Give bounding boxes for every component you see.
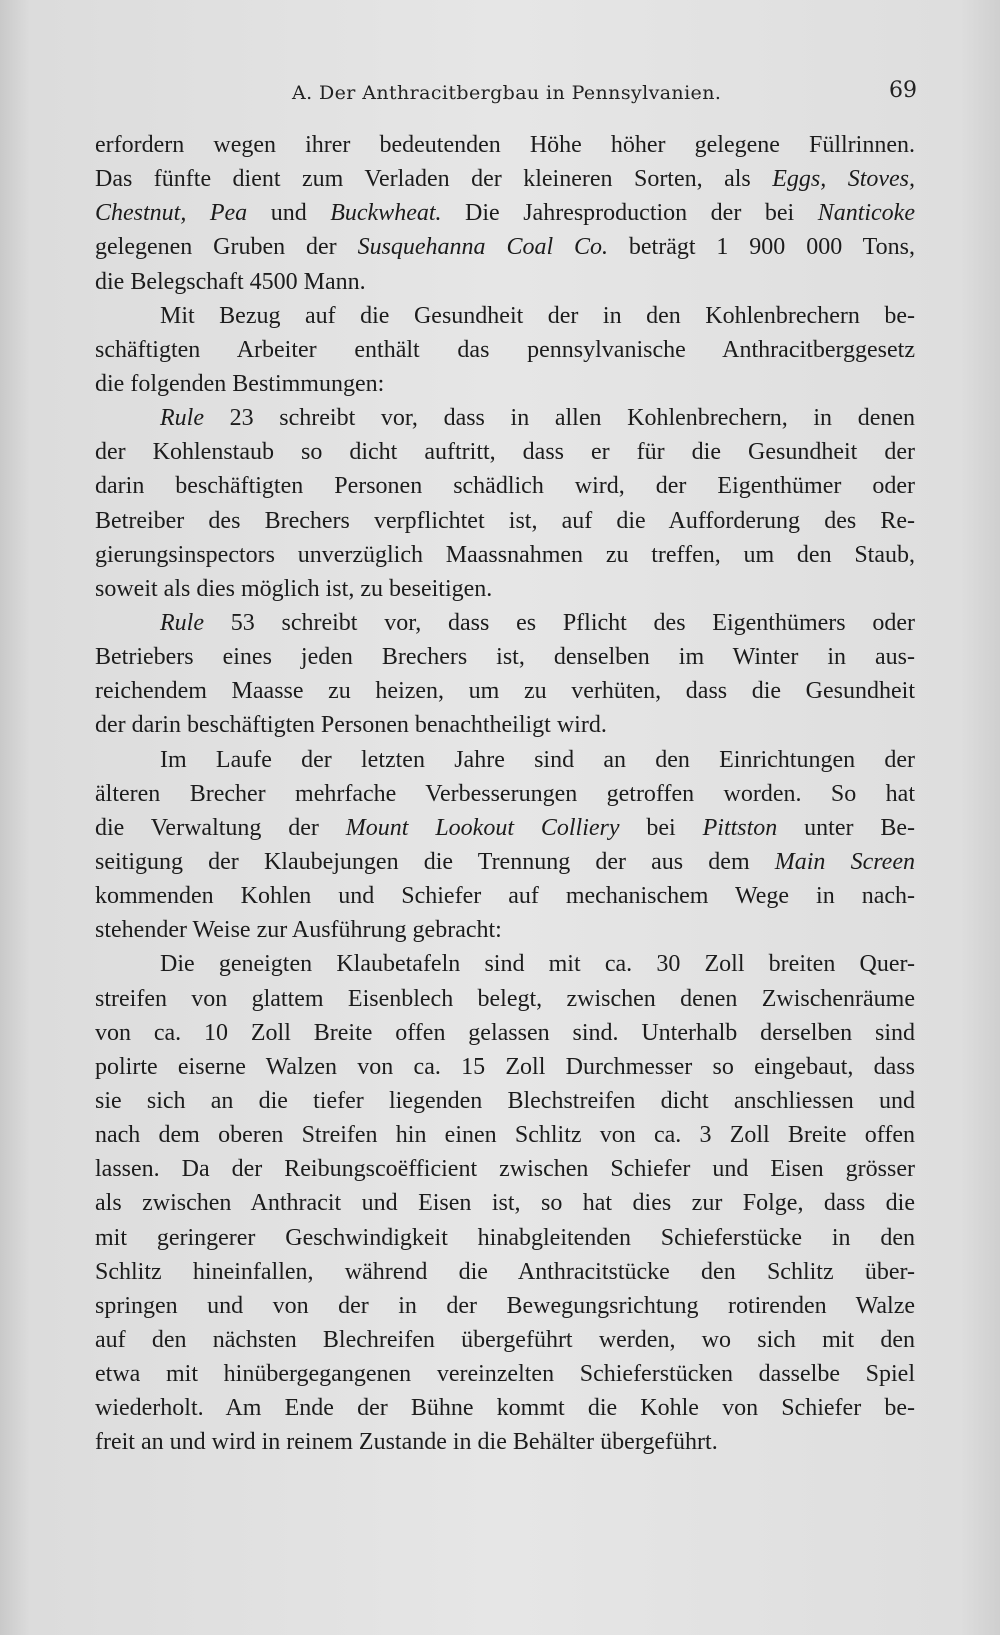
- text-run: bei: [619, 814, 703, 841]
- text-line: [95, 128, 915, 162]
- text-run: 23 schreibt vor, dass in allen Kohlenbrechern, in denen: [203, 405, 915, 432]
- text-run: reichendem Maasse zu heizen, um zu verhüten, dass die Gesundheit: [95, 678, 915, 705]
- text-run: auf den nächsten Blechreifen übergeführt werden, wo sich mit den: [95, 1326, 915, 1353]
- italic-term: Nanticoke: [817, 200, 915, 227]
- text-run: erfordern wegen ihrer bedeutenden Höhe höher gelegene Füllrinnen.: [95, 132, 915, 158]
- text-run: von ca. 10 Zoll Breite offen gelassen sind. Unterhalb derselben sind: [95, 1019, 915, 1046]
- text-line: [95, 845, 915, 879]
- text-line: [95, 1425, 915, 1459]
- running-title: A. Der Anthracitbergbau in Pennsylvanien.: [292, 82, 722, 104]
- text-run: nach dem oberen Streifen hin einen Schlitz von ca. 3 Zoll Breite offen: [95, 1122, 915, 1149]
- text-line: [95, 572, 915, 606]
- text-line: [95, 333, 915, 367]
- text-line: [95, 1084, 915, 1118]
- text-line: [95, 401, 915, 435]
- text-line: [95, 708, 915, 742]
- italic-term: Buckwheat.: [330, 200, 442, 227]
- text-run: Im Laufe der letzten Jahre sind an den Einrichtungen der: [160, 746, 915, 773]
- text-run: springen und von der in der Bewegungsrichtung rotirenden Walze: [95, 1292, 915, 1319]
- text-line: [95, 1016, 915, 1050]
- text-run: lassen. Da der Reibungscoëfficient zwischen Schiefer und Eisen grösser: [95, 1156, 915, 1183]
- text-run: beträgt 1 900 000 Tons,: [608, 234, 915, 261]
- text-run: Betriebers eines jeden Brechers ist, denselben im Winter in aus-: [95, 644, 915, 671]
- text-run: Schlitz hineinfallen, während die Anthracitstücke den Schlitz über-: [95, 1258, 915, 1285]
- text-run: Das fünfte dient zum Verladen der kleineren Sorten, als: [95, 166, 773, 193]
- text-run: Betreiber des Brechers verpflichtet ist, auf die Aufforderung des Re-: [95, 507, 915, 534]
- text-line: [95, 743, 915, 777]
- text-line: [95, 777, 915, 811]
- text-line: [95, 982, 915, 1016]
- text-run: soweit als dies möglich ist, zu beseitigen.: [95, 575, 493, 602]
- text-line: [95, 265, 915, 299]
- italic-term: Main Screen: [774, 848, 915, 875]
- body-text: [95, 128, 915, 1459]
- text-run: schäftigten Arbeiter enthält das pennsylvanische Anthracitberggesetz: [95, 336, 915, 363]
- text-line: [95, 435, 915, 469]
- text-line: [95, 1050, 915, 1084]
- text-line: [95, 230, 915, 264]
- italic-term: Chestnut, Pea: [95, 200, 248, 227]
- text-run: die Verwaltung der: [95, 814, 346, 841]
- text-line: [95, 606, 915, 640]
- text-line: [95, 504, 915, 538]
- text-run: die Belegschaft 4500 Mann.: [95, 268, 366, 295]
- text-line: [95, 1152, 915, 1186]
- text-line: [95, 913, 915, 947]
- text-run: Mit Bezug auf die Gesundheit der in den Kohlenbrechern be-: [160, 302, 915, 329]
- text-run: stehender Weise zur Ausführung gebracht:: [95, 917, 502, 944]
- italic-term: Eggs, Stoves,: [772, 166, 916, 193]
- text-run: und: [247, 200, 331, 227]
- text-run: als zwischen Anthracit und Eisen ist, so hat dies zur Folge, dass die: [95, 1190, 915, 1217]
- text-line: [95, 1289, 915, 1323]
- italic-term: Rule: [160, 609, 204, 636]
- text-run: polirte eiserne Walzen von ca. 15 Zoll Durchmesser so eingebaut, dass: [95, 1053, 915, 1080]
- text-run: der darin beschäftigten Personen benachtheiligt wird.: [95, 712, 607, 739]
- text-line: [95, 640, 915, 674]
- text-run: freit an und wird in reinem Zustande in die Behälter übergeführt.: [95, 1429, 718, 1456]
- text-run: streifen von glattem Eisenblech belegt, zwischen denen Zwischenräume: [95, 985, 915, 1012]
- text-line: [95, 299, 915, 333]
- text-run: Die Jahresproduction der bei: [441, 200, 818, 227]
- text-line: [95, 674, 915, 708]
- text-run: die folgenden Bestimmungen:: [95, 370, 385, 397]
- text-run: seitigung der Klaubejungen die Trennung der aus dem: [95, 848, 775, 875]
- text-run: etwa mit hinübergegangenen vereinzelten Schieferstücken dasselbe Spiel: [95, 1361, 915, 1388]
- text-line: [95, 1391, 915, 1425]
- text-run: darin beschäftigten Personen schädlich wird, der Eigenthümer oder: [95, 473, 915, 500]
- text-line: [95, 1357, 915, 1391]
- text-line: [95, 1118, 915, 1152]
- text-line: [95, 538, 915, 572]
- italic-term: Susquehanna Coal Co.: [357, 234, 609, 261]
- text-run: wiederholt. Am Ende der Bühne kommt die Kohle von Schiefer be-: [95, 1395, 915, 1422]
- text-line: [95, 947, 915, 981]
- text-line: [95, 367, 915, 401]
- italic-term: Rule: [160, 405, 204, 432]
- page-header: [292, 78, 917, 114]
- text-line: [95, 879, 915, 913]
- text-run: 53 schreibt vor, dass es Pflicht des Eigenthümers oder: [203, 609, 915, 636]
- text-line: [95, 1221, 915, 1255]
- text-line: [95, 196, 915, 230]
- text-run: kommenden Kohlen und Schiefer auf mechanischem Wege in nach-: [95, 883, 915, 910]
- italic-term: Mount Lookout Colliery: [345, 814, 620, 841]
- text-line: [95, 1323, 915, 1357]
- text-run: der Kohlenstaub so dicht auftritt, dass er für die Gesundheit der: [95, 439, 915, 466]
- page-number: 69: [889, 78, 917, 103]
- text-run: gierungsinspectors unverzüglich Maassnahmen zu treffen, um den Staub,: [95, 541, 915, 568]
- text-line: [95, 1186, 915, 1220]
- text-line: [95, 162, 915, 196]
- italic-term: Pittston: [702, 814, 778, 841]
- text-line: [95, 469, 915, 503]
- text-run: mit geringerer Geschwindigkeit hinabgleitenden Schieferstücke in den: [95, 1224, 915, 1251]
- text-line: [95, 1255, 915, 1289]
- text-run: Die geneigten Klaubetafeln sind mit ca. 30 Zoll breiten Quer-: [160, 951, 915, 978]
- text-run: älteren Brecher mehrfache Verbesserungen getroffen worden. So hat: [95, 780, 915, 807]
- text-run: sie sich an die tiefer liegenden Blechstreifen dicht anschliessen und: [95, 1087, 915, 1114]
- text-line: [95, 811, 915, 845]
- text-run: gelegenen Gruben der: [95, 234, 358, 261]
- text-run: unter Be-: [777, 814, 915, 841]
